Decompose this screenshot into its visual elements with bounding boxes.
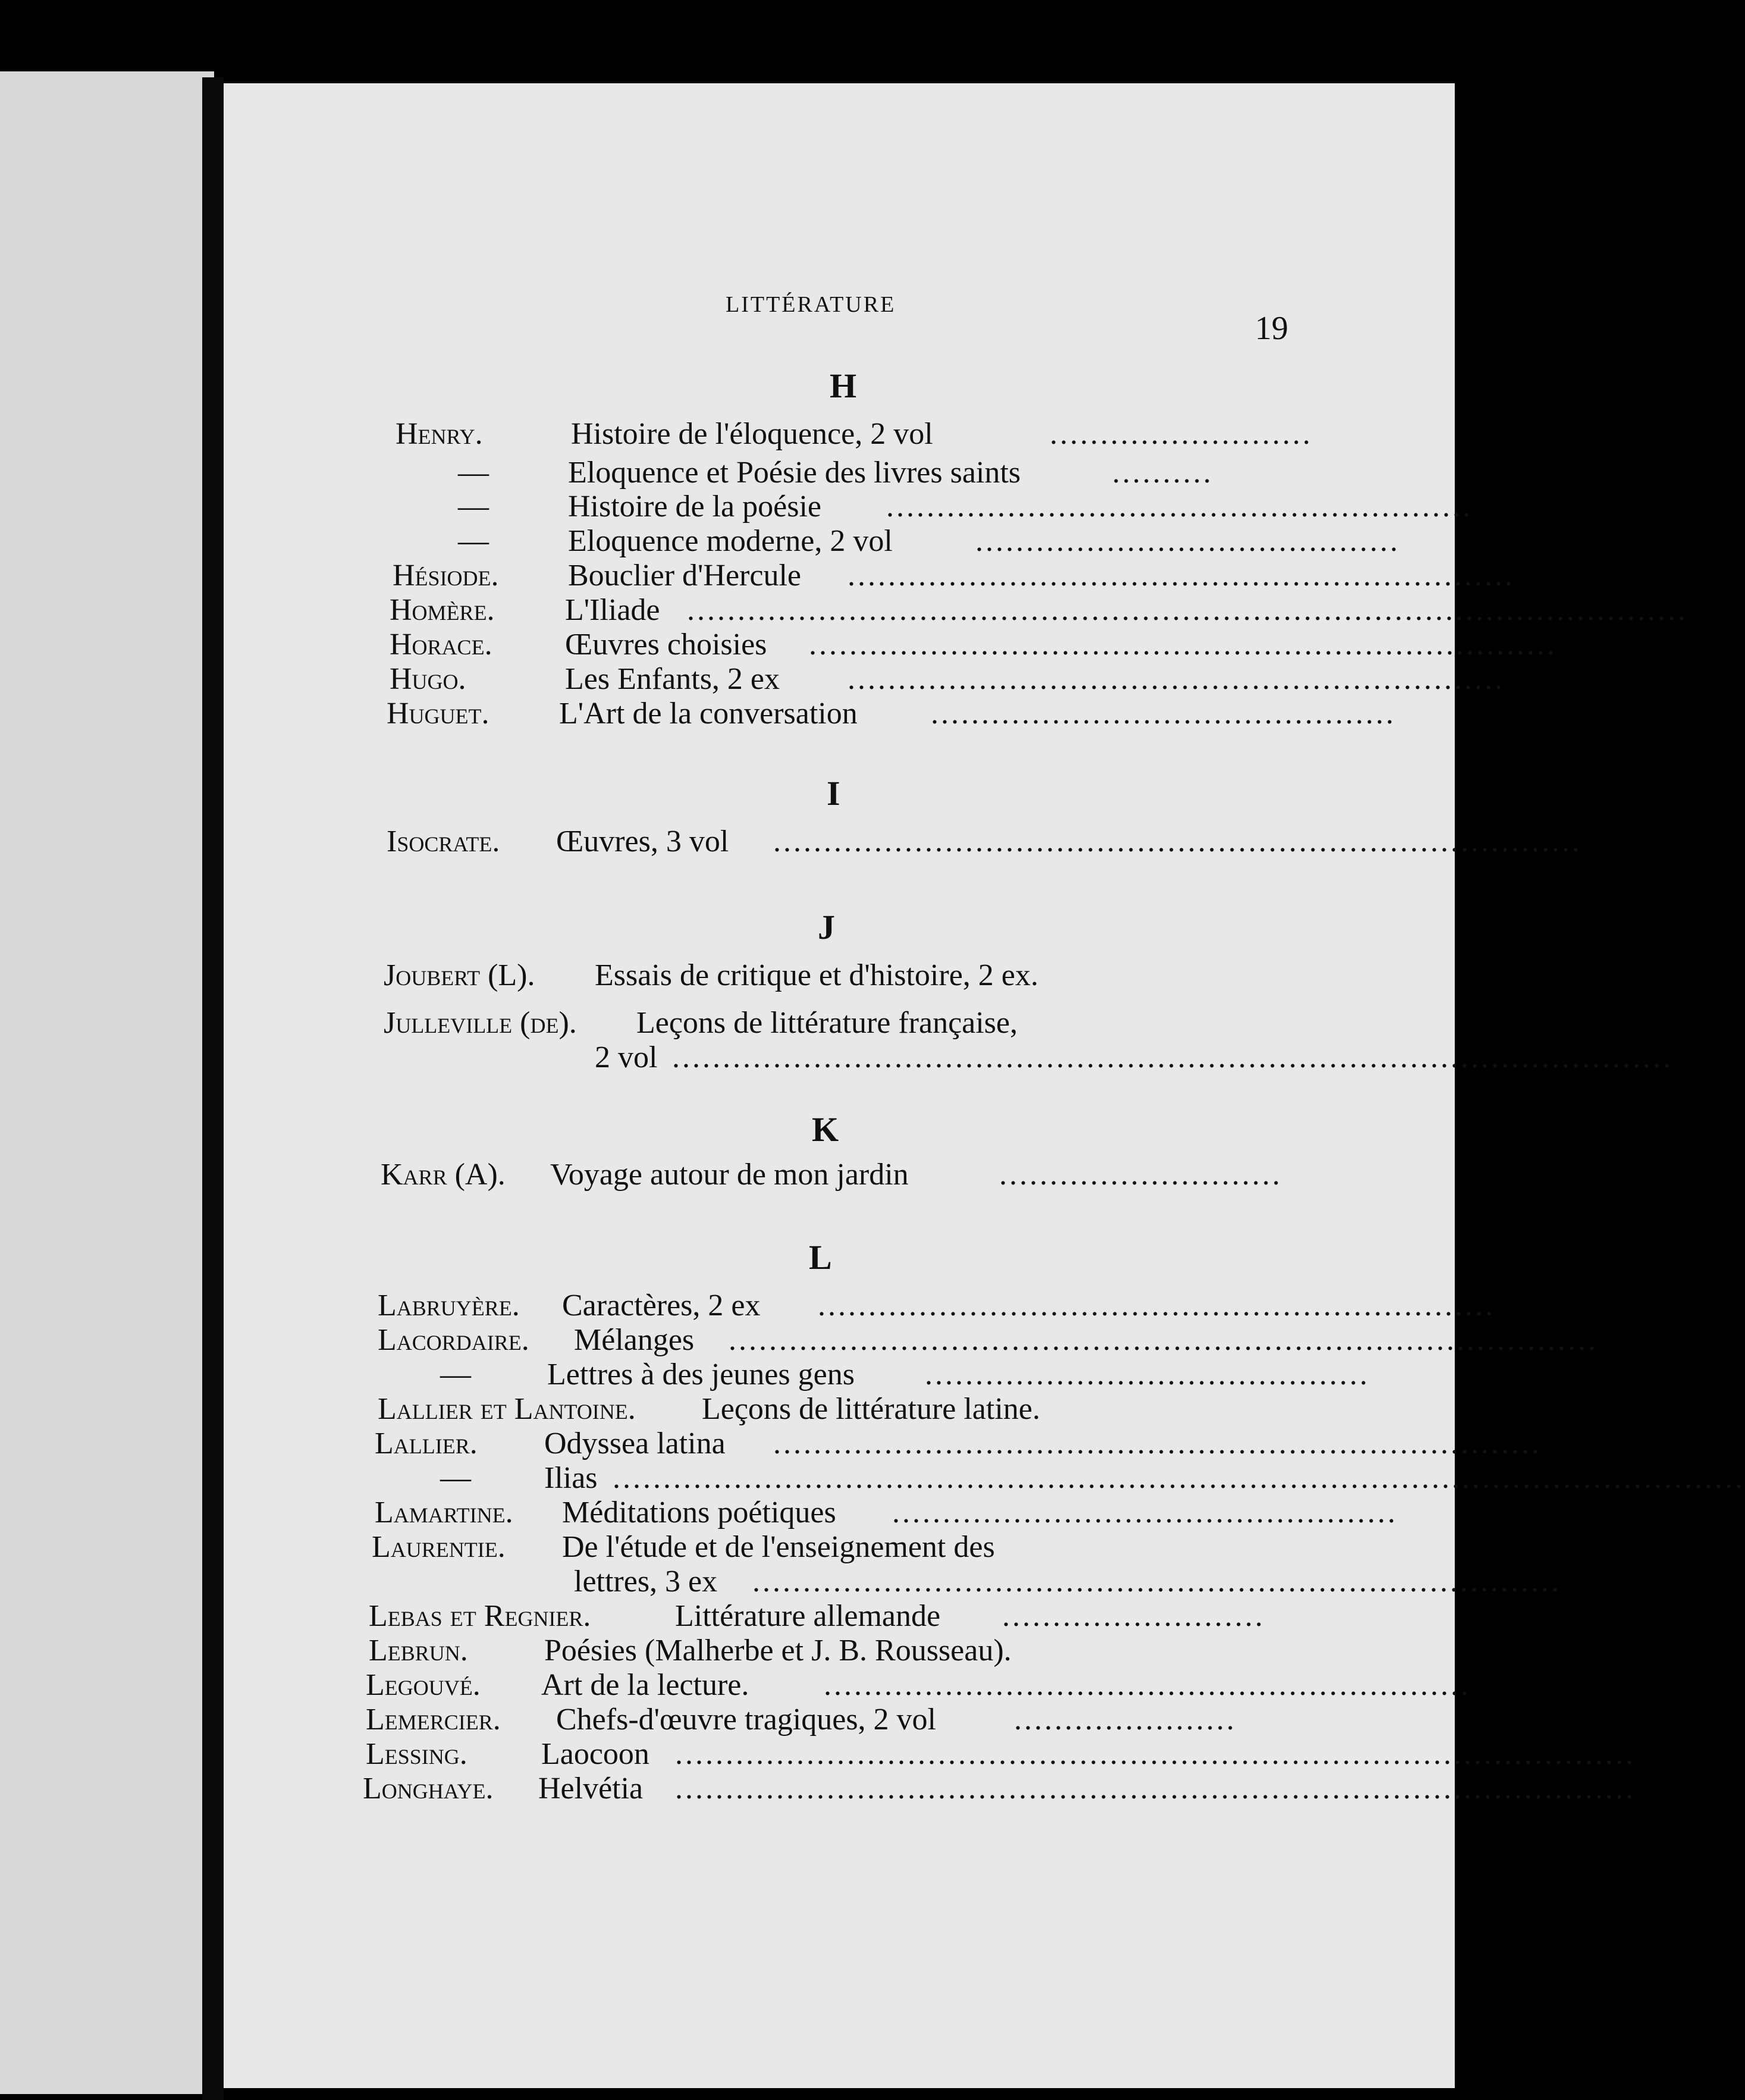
page-number: 19 <box>1255 310 1288 347</box>
section-letter-k: K <box>812 1110 839 1149</box>
catalog-entry <box>0 958 1473 1001</box>
entry-author: Lamartine. <box>375 1496 513 1529</box>
entry-title: Caractères, 2 ex <box>562 1289 761 1322</box>
entry-author: Hugo. <box>390 662 466 696</box>
leader-dots: ............................................ <box>925 1358 1370 1391</box>
catalog-entry <box>0 416 1473 459</box>
entry-author: Hésiode. <box>393 559 499 593</box>
entry-author: Lemercier. <box>366 1703 501 1737</box>
leader-dots: ................................................................................................................ <box>613 1461 1745 1495</box>
entry-author: Karr (A). <box>381 1158 506 1192</box>
entry-author: Longhaye. <box>363 1772 494 1806</box>
entry-author: Lacordaire. <box>378 1323 529 1357</box>
leader-dots: ................................................................................ <box>773 825 1582 858</box>
entry-author: Julleville (de). <box>384 1006 577 1040</box>
entry-title: Helvétia <box>538 1772 644 1806</box>
catalog-entry <box>0 1040 1673 1083</box>
entry-author: Isocrate. <box>387 825 500 858</box>
entry-author: Legouvé. <box>366 1668 481 1702</box>
entry-title: lettres, 3 ex <box>574 1565 718 1598</box>
leader-dots: ............................ <box>999 1158 1282 1192</box>
catalog-entry <box>0 824 1582 867</box>
leader-dots: .......................... <box>1002 1599 1265 1633</box>
leader-dots: ...................................................................................... <box>729 1323 1598 1357</box>
leader-dots: ................................................................ <box>824 1668 1471 1702</box>
leader-dots: .......................................................... <box>886 490 1473 524</box>
leader-dots: ................................................................. <box>848 662 1505 696</box>
leader-dots: ................................................................................................... <box>687 593 1688 627</box>
entry-author: — <box>458 490 489 524</box>
entry-title: Histoire de la poésie <box>568 490 821 524</box>
entry-title: Œuvres, 3 vol <box>556 825 729 858</box>
entry-title: L'Iliade <box>565 593 660 627</box>
entry-author: Horace. <box>390 628 492 662</box>
entry-title: Lettres à des jeunes gens <box>547 1358 855 1391</box>
entry-author: — <box>440 1358 471 1391</box>
entry-title: Ilias <box>544 1461 598 1495</box>
entry-author: — <box>458 524 489 558</box>
entry-title: Eloquence moderne, 2 vol <box>568 524 893 558</box>
leader-dots: .......... <box>1112 456 1213 490</box>
entry-title: Méditations poétiques <box>562 1496 836 1529</box>
leader-dots: .................................................. <box>892 1496 1398 1529</box>
entry-author: Huguet. <box>387 697 489 731</box>
entry-author: Lessing. <box>366 1737 467 1771</box>
entry-title: Essais de critique et d'histoire, 2 ex. <box>595 958 1038 992</box>
entry-title: Les Enfants, 2 ex <box>565 662 780 696</box>
section-letter-l: L <box>809 1238 832 1277</box>
entry-author: Laurentie. <box>372 1530 506 1564</box>
entry-title: Mélanges <box>574 1323 695 1357</box>
entry-title: Leçons de littérature française, <box>636 1006 1018 1040</box>
entry-author: Joubert (L). <box>384 958 535 992</box>
entry-title: Odyssea latina <box>544 1427 726 1460</box>
entry-author: Labruyère. <box>378 1289 520 1322</box>
leader-dots: .......................................... <box>975 524 1400 558</box>
leader-dots: ............................................................................ <box>773 1427 1542 1460</box>
entry-title: Chefs-d'œuvre tragiques, 2 vol <box>556 1703 937 1737</box>
entry-title: Œuvres choisies <box>565 628 767 662</box>
entry-author: Lallier et Lantoine. <box>378 1392 636 1426</box>
leader-dots: .......................... <box>1050 417 1313 451</box>
leader-dots: ...................... <box>1014 1703 1236 1737</box>
entry-author: Lebas et Regnier. <box>369 1599 591 1633</box>
entry-title: Littérature allemande <box>675 1599 941 1633</box>
entry-title: Voyage autour de mon jardin <box>550 1158 909 1192</box>
leader-dots: ................................................................................ <box>752 1565 1561 1598</box>
entry-title: De l'étude et de l'enseignement des <box>562 1530 995 1564</box>
section-letter-h: H <box>830 366 857 405</box>
leader-dots: .......................................................................... <box>809 628 1557 662</box>
leader-dots: .............................................. <box>931 697 1396 731</box>
entry-author: Lebrun. <box>369 1634 468 1668</box>
entry-title: Poésies (Malherbe et J. B. Rousseau). <box>544 1634 1012 1668</box>
running-header: LITTÉRATURE <box>726 292 896 317</box>
leader-dots: ............................................................................................... <box>675 1772 1636 1806</box>
entry-title: Laocoon <box>541 1737 649 1771</box>
entry-title: 2 vol <box>595 1040 658 1074</box>
entry-title: L'Art de la conversation <box>559 697 858 731</box>
catalog-entry <box>0 1771 1636 1814</box>
entry-title: Histoire de l'éloquence, 2 vol <box>571 417 933 451</box>
entry-title: Leçons de littérature latine. <box>702 1392 1040 1426</box>
leader-dots: ................................................................... <box>818 1289 1495 1322</box>
entry-author: Lallier. <box>375 1427 478 1460</box>
catalog-entry <box>0 1157 1473 1200</box>
leader-dots: ................................................................................................... <box>672 1040 1673 1074</box>
catalog-entry <box>0 696 1473 739</box>
entry-title: Bouclier d'Hercule <box>568 559 801 593</box>
entry-author: Homère. <box>390 593 495 627</box>
leader-dots: ............................................................................................... <box>675 1737 1636 1771</box>
entry-title: Art de la lecture. <box>541 1668 749 1702</box>
entry-title: Eloquence et Poésie des livres saints <box>568 456 1021 490</box>
entry-author: — <box>440 1461 471 1495</box>
section-letter-j: J <box>818 908 835 946</box>
section-letter-i: I <box>827 774 840 813</box>
entry-author: — <box>458 456 489 490</box>
entry-author: Henry. <box>396 417 483 451</box>
leader-dots: .................................................................. <box>848 559 1515 593</box>
